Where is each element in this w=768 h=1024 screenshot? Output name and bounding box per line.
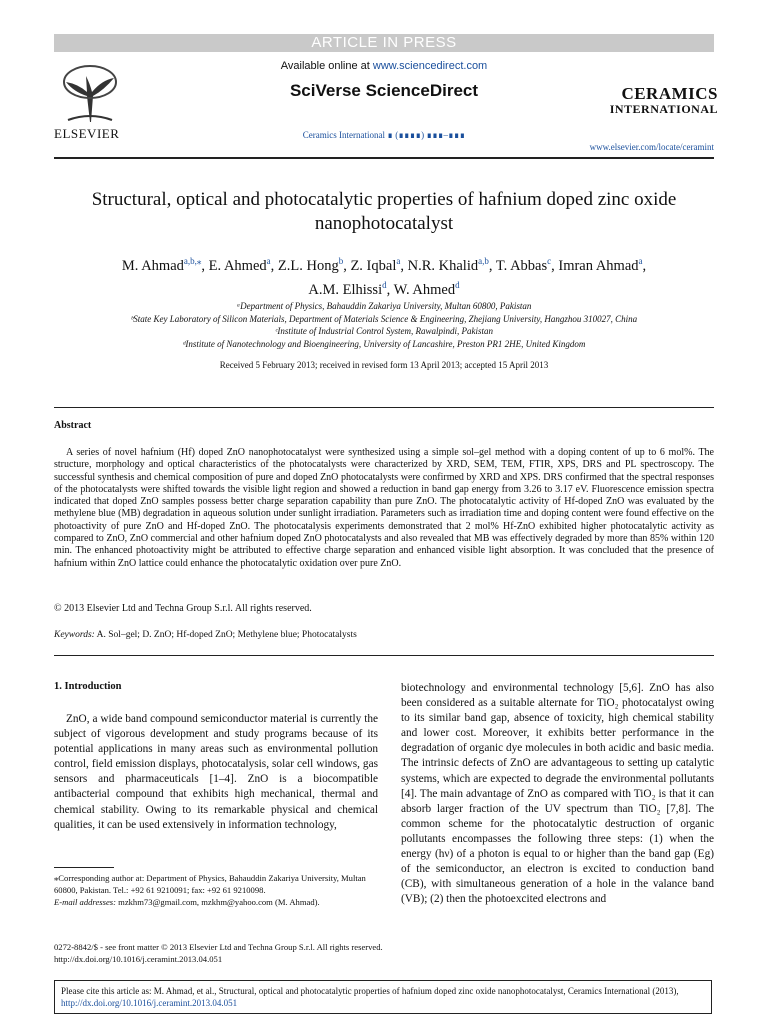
corresponding-author-footnote — [54, 872, 380, 908]
journal-reference[interactable]: Ceramics International ∎ (∎∎∎∎) ∎∎∎–∎∎∎ — [302, 130, 466, 140]
authors-line-1: M. Ahmad$^{a,b,⁎}$, E. Ahmed$^a$, Z.L. Hong$^b$, Z. Iqbal$^a$, N.R. Khalid$^{a,b}$, T. Abbas$^c$, Imran Ahmad$^a$, — [121, 256, 647, 274]
affiliation-a: ᵃDepartment of Physics, Bahauddin Zakariya University, Multan 60800, Pakistan — [236, 301, 532, 311]
affiliations — [60, 300, 708, 350]
publisher-name: ELSEVIER — [54, 126, 120, 141]
author-affiliation-mark[interactable]: a — [638, 256, 643, 266]
article-title: Structural, optical and photocatalytic properties of hafnium doped zinc oxide nanophotocatalyst — [91, 189, 677, 234]
citation-text: Please cite this article as: M. Ahmad, et al., Structural, optical and photocatalytic properties of hafnium doped zinc oxide nanophotocatalyst, Ceramics International (2013), — [61, 986, 679, 996]
abstract-copyright: © 2013 Elsevier Ltd and Techna Group S.r.l. All rights reserved. — [54, 603, 312, 614]
author-affiliation-mark[interactable]: a,b — [478, 256, 489, 266]
section-heading-introduction: 1. Introduction — [54, 681, 122, 692]
intro-right-column: biotechnology and environmental technology [5,6]. ZnO has also been considered as a suitable alternate for TiO₂ photocatalyst owing to its similar band gap, absence of toxicity, high chemical stability and lower cost. Moreover, it exhibits better performance in the degradation of organic dye molecules in both acidic and basic media. The intrinsic defects of ZnO are advantageous to setting up catalytic systems, which are expected to degrade the environmental pollutants [4]. The main advantage of ZnO as compared with TiO₂ is that it can absorb larger fraction of the UV spectrum than TiO₂ [7,8]. The common scheme for the photocatalytic destruction of organic pollutants encompasses the following three steps: (1) when the energy (hν) of a photon is equal to or higher than the band gap (Eg) of the semiconductor, an electron is excited to conduction band (CB), with simultaneous generation of a hole in the valance band (VB); (2) then the photoexcited electrons and — [401, 682, 714, 906]
authors-line-2: A.M. Elhissi$^d$, W. Ahmed$^d$ — [308, 279, 460, 298]
author-name: N.R. Khalid — [407, 257, 479, 274]
abstract-text: A series of novel hafnium (Hf) doped ZnO nanophotocatalyst were synthesized using a simple sol–gel method with a doping content of up to 6 mol%. The structure, morphology and optical characteristics of the photocatalysts were characterized by XRD, SEM, TEM, FTIR, XPS, DRS and PL spectroscopy. The successful synthesis and chemical composition of pure and doped ZnO photocatalysts were confirmed by XRD and XPS. DRS confirmed that the spectral responses of the photocatalysts were shifted towards the visible light region and showed a reduction in band gap energy from 3.26 to 3.17 eV. Fluorescence emission spectra indicated that doped ZnO samples possess better charge separation capability than pure ZnO. The photocatalytic activity of Hf-doped ZnO was evaluated by the methylene blue (MB) degradation in aqueous solution under sunlight irradiation. Parameters such as irradiation time and doping content were found effective on the photoactivity of pure ZnO and Hf-doped ZnO. The photocatalysis experiments demonstrated that 2 mol% Hf-ZnO exhibited higher photocatalytic activity as compared to ZnO, ZnO commercial and other hafnium doped ZnO photocatalysts and also revealed that MB was effectively degraded by more than 85% within 120 min. The enhanced photoactivity might be attributed to effective charge separation and enhanced visible light absorption. It was concluded that the presence of hafnium within ZnO lattice could enhance the photocatalytic oxidation over pure ZnO. — [54, 447, 714, 569]
author-list — [60, 252, 708, 300]
front-matter — [54, 941, 383, 965]
citation-box — [54, 980, 712, 1014]
author-affiliation-mark[interactable]: b — [338, 256, 344, 266]
corresponding-author-text: ⁎Corresponding author at: Department of Physics, Bahauddin Zakariya University, Multan 60800, Pakistan. Tel.: +92 61 9210091; fax: +92 61 9210098. — [54, 873, 366, 895]
doi-link[interactable]: http://dx.doi.org/10.1016/j.ceramint.2013.04.051 — [54, 954, 223, 964]
email-addresses — [54, 896, 380, 908]
article-in-press-banner: ARTICLE IN PRESS — [54, 34, 714, 52]
email-values[interactable]: mzkhm73@gmail.com, mzkhm@yahoo.com (M. Ahmad). — [115, 897, 320, 907]
keywords-list: A. Sol–gel; D. ZnO; Hf-doped ZnO; Methylene blue; Photocatalysts — [94, 630, 357, 640]
abstract-top-rule — [54, 407, 714, 408]
author-name: W. Ahmed — [393, 281, 456, 298]
received-dates: Received 5 February 2013; received in revised form 13 April 2013; accepted 15 April 2013 — [219, 360, 549, 370]
author-name: Z. Iqbal — [350, 257, 397, 274]
author-name: Z.L. Hong — [277, 257, 339, 274]
author-affiliation-mark[interactable]: c — [547, 256, 552, 266]
author-name: A.M. Elhissi — [308, 281, 383, 298]
available-prefix: Available online at — [280, 60, 373, 72]
journal-brand — [610, 84, 718, 117]
affiliation-c: ᶜInstitute of Industrial Control System, Rawalpindi, Pakistan — [274, 326, 494, 336]
author-affiliation-mark[interactable]: a — [396, 256, 401, 266]
author-name: E. Ahmed — [208, 257, 267, 274]
front-matter-text: 0272-8842/$ - see front matter © 2013 Elsevier Ltd and Techna Group S.r.l. All rights reserved. — [54, 942, 383, 952]
citation-doi-link[interactable]: http://dx.doi.org/10.1016/j.ceramint.2013.04.051 — [61, 998, 238, 1008]
affiliation-b: ᵇState Key Laboratory of Silicon Materials, Department of Materials Science & Engineering, Zhejiang University, Hangzhou 310027, China — [130, 313, 638, 324]
author-affiliation-mark[interactable]: d — [455, 279, 460, 290]
author-name: Imran Ahmad — [558, 257, 639, 274]
affiliation-d: ᵈInstitute of Nanotechnology and Bioengineering, University of Lancashire, Preston PR1 2HE, United Kingdom — [182, 338, 586, 349]
journal-brand-bottom: INTERNATIONAL — [609, 102, 718, 116]
author-name: T. Abbas — [495, 257, 548, 274]
header-divider — [54, 157, 714, 159]
sciencedirect-link[interactable]: www.sciencedirect.com — [372, 60, 488, 72]
keywords-label: Keywords: — [54, 630, 95, 640]
journal-homepage-link[interactable]: www.elsevier.com/locate/ceramint — [589, 142, 714, 152]
author-affiliation-mark[interactable]: a — [266, 256, 271, 266]
author-affiliation-mark[interactable]: d — [382, 279, 387, 290]
elsevier-tree-logo — [54, 62, 126, 126]
intro-left-column: ZnO, a wide band compound semiconductor material is currently the subject of vigorous development and study programs because of its potential applications in many areas such as environmental pollution control, field emission displays, photocatalysis, solar cell windows, gas sensors and pharmaceuticals [1–4]. ZnO is a biocompatible antibacterial compound that exhibits high mechanical, thermal and chemical stability. Owing to its remarkable physical and chemical qualities, it can be used extensively in information technology, — [54, 713, 378, 831]
keywords — [54, 630, 357, 640]
abstract-heading: Abstract — [54, 420, 92, 431]
keywords-bottom-rule — [54, 655, 714, 656]
journal-brand-top: CERAMICS — [621, 84, 718, 103]
author-name: M. Ahmad — [121, 257, 184, 274]
email-label: E-mail addresses: — [54, 897, 116, 907]
platform-name: SciVerse ScienceDirect — [289, 81, 479, 100]
author-affiliation-mark[interactable]: a,b,⁎ — [183, 256, 202, 266]
footnote-rule — [54, 867, 114, 868]
